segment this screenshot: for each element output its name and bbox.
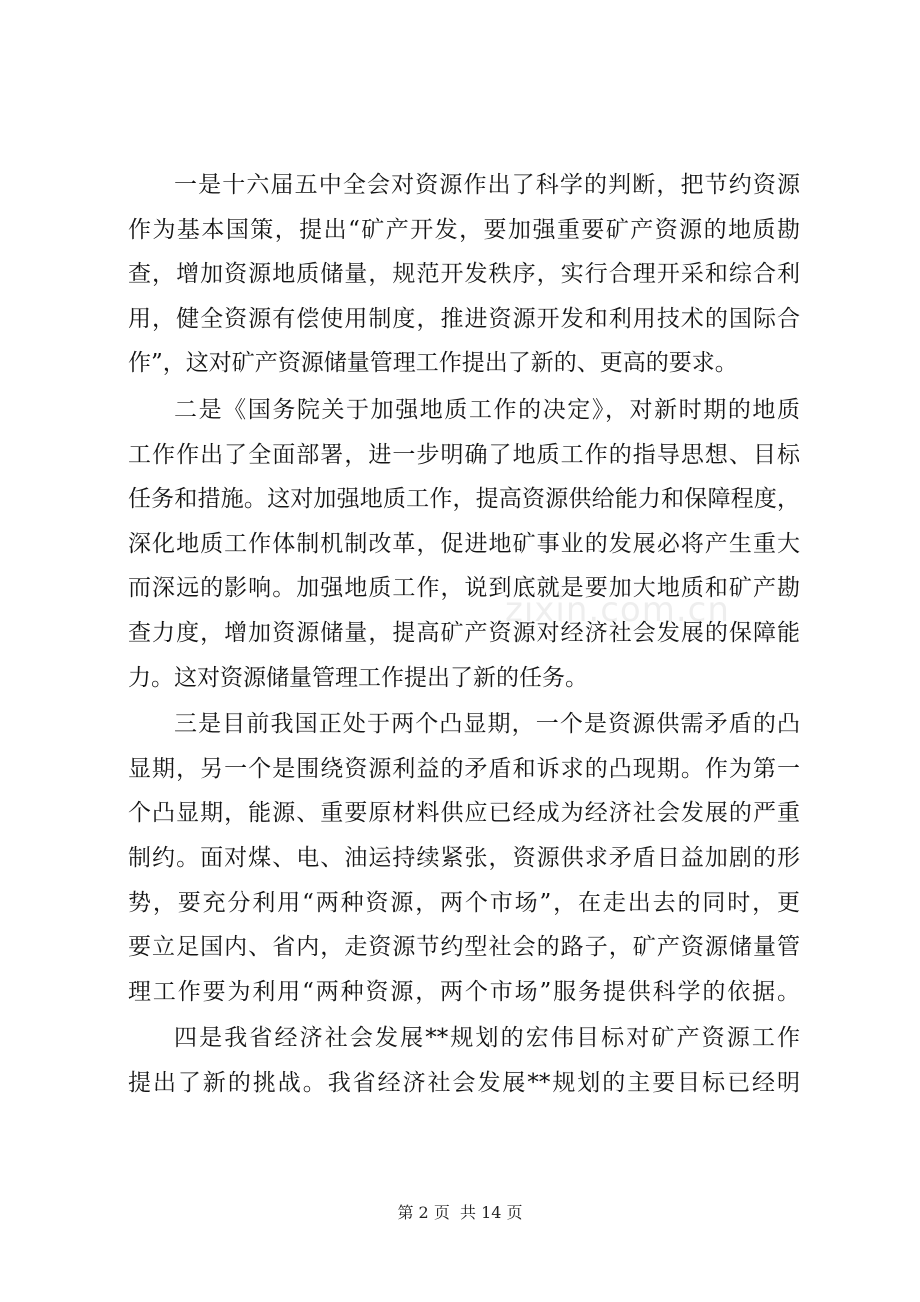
text-line: 作”，这对矿产资源储量管理工作提出了新的、更高的要求。 <box>128 350 738 377</box>
paragraph-3 <box>128 702 800 1014</box>
text-line: 查力度，增加资源储量，提高矿产资源对经济社会发展的保障能 <box>128 619 800 646</box>
text-line: 个凸显期，能源、重要原材料供应已经成为经济社会发展的严重 <box>128 800 800 827</box>
text-line: 理工作要为利用“两种资源，两个市场”服务提供科学的依据。 <box>128 978 800 1005</box>
text-line: 一是十六届五中全会对资源作出了科学的判断，把节约资源 <box>174 172 800 198</box>
text-line: 制约。面对煤、电、油运持续紧张，资源供求矛盾日益加剧的形 <box>128 844 800 871</box>
watermark: zixin.com.cn <box>505 590 730 630</box>
text-line: 力。这对资源储量管理工作提出了新的任务。 <box>128 664 588 691</box>
text-line: 查，增加资源地质储量，规范开发秩序，实行合理开采和综合利 <box>128 261 800 288</box>
text-line: 显期，另一个是围绕资源利益的矛盾和诉求的凸现期。作为第一 <box>128 755 800 782</box>
paragraph-4 <box>128 1016 800 1105</box>
text-line: 工作作出了全面部署，进一步明确了地质工作的指导思想、目标 <box>128 441 800 468</box>
paragraph-2 <box>128 388 800 700</box>
text-line: 势，要充分利用“两种资源，两个市场”，在走出去的同时，更 <box>128 889 800 916</box>
text-line: 深化地质工作体制机制改革，促进地矿事业的发展必将产生重大 <box>128 530 800 557</box>
text-line: 任务和措施。这对加强地质工作，提高资源供给能力和保障程度， <box>128 486 800 513</box>
document-body <box>128 163 800 1107</box>
text-line: 而深远的影响。加强地质工作，说到底就是要加大地质和矿产勘 <box>128 575 800 602</box>
text-line: 要立足国内、省内，走资源节约型社会的路子，矿产资源储量管 <box>128 934 800 961</box>
page-number-footer: 第 2 页 共 14 页 <box>397 1203 523 1222</box>
paragraph-1 <box>128 163 800 386</box>
text-line: 作为基本国策，提出“矿产开发，要加强重要矿产资源的地质勘 <box>128 216 800 243</box>
text-line: 三是目前我国正处于两个凸显期，一个是资源供需矛盾的凸 <box>174 711 800 738</box>
text-line: 提出了新的挑战。我省经济社会发展**规划的主要目标已经明 <box>128 1069 800 1096</box>
text-line: 二是《国务院关于加强地质工作的决定》，对新时期的地质 <box>174 396 800 423</box>
text-line: 用，健全资源有偿使用制度，推进资源开发和利用技术的国际合 <box>128 305 800 332</box>
text-line: 四是我省经济社会发展**规划的宏伟目标对矿产资源工作 <box>174 1025 800 1052</box>
